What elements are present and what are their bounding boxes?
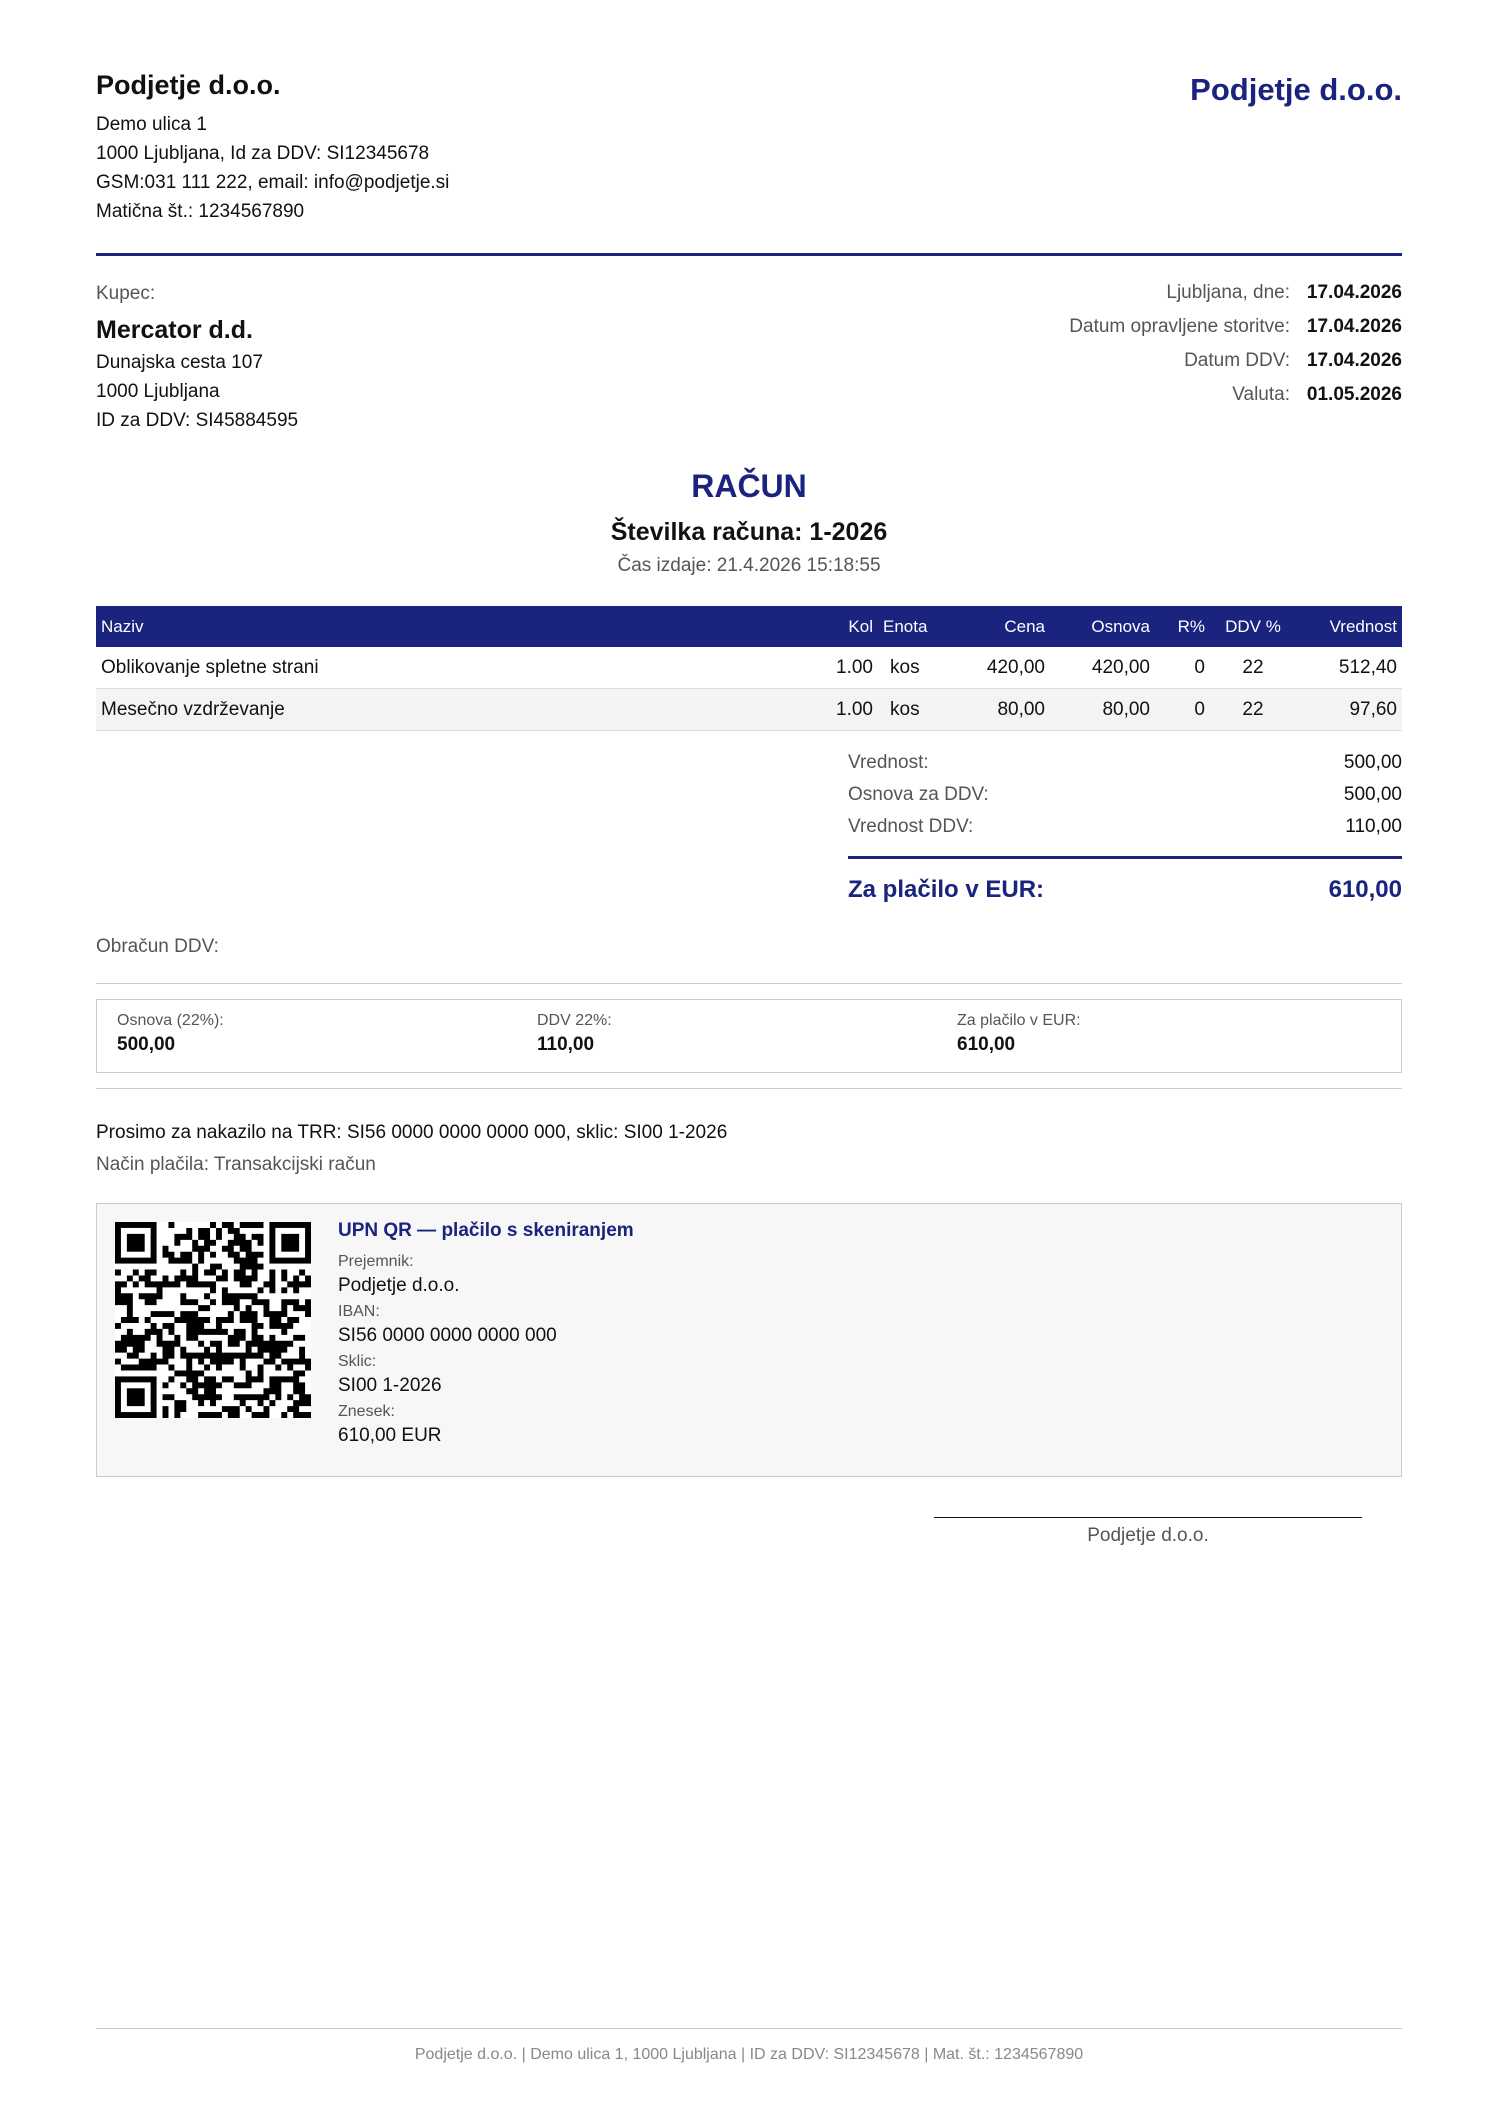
company-logo-text: Podjetje d.o.o.: [1190, 72, 1402, 107]
items-table: [96, 606, 1402, 731]
total-label: Vrednost DDV:: [848, 816, 974, 837]
upn-field-label: Sklic:: [338, 1353, 377, 1370]
vat-cell-value: 500,00: [117, 1034, 176, 1055]
upn-field-label: Znesek:: [338, 1403, 395, 1420]
date-label: Ljubljana, dne:: [1166, 282, 1290, 303]
buyer-vat-id: ID za DDV: SI45884595: [96, 410, 299, 431]
col-header-value: Vrednost: [1296, 606, 1402, 647]
date-row: [1232, 384, 1402, 406]
signature-name: Podjetje d.o.o.: [1087, 1525, 1209, 1546]
col-header-qty: Kol: [816, 606, 878, 647]
buyer-name: Mercator d.d.: [96, 316, 253, 344]
seller-city-vat: 1000 Ljubljana, Id za DDV: SI12345678: [96, 143, 430, 164]
invoice-number: Številka računa: 1-2026: [610, 518, 888, 546]
total-row: [848, 752, 1402, 774]
cell-vat-rate: 22: [1210, 647, 1296, 689]
cell-vat-rate: 22: [1210, 689, 1296, 731]
date-value: 17.04.2026: [1306, 282, 1402, 303]
upn-field-value: SI00 1-2026: [338, 1375, 442, 1396]
date-row: [1184, 350, 1402, 372]
invoice-page: [96, 0, 1402, 2105]
upn-info: [338, 1220, 634, 1452]
vat-divider-top: [96, 983, 1402, 984]
header-divider: [96, 253, 1402, 256]
upn-title: UPN QR — plačilo s skeniranjem: [338, 1220, 634, 1241]
cell-qty: 1.00: [816, 689, 878, 731]
payment-method: Način plačila: Transakcijski račun: [96, 1154, 376, 1175]
signature-line: [934, 1517, 1362, 1518]
upn-field-value: Podjetje d.o.o.: [338, 1275, 460, 1296]
cell-value: 512,40: [1296, 647, 1402, 689]
total-value: 500,00: [1343, 752, 1402, 773]
date-label: Datum DDV:: [1184, 350, 1290, 371]
total-label: Vrednost:: [848, 752, 929, 773]
vat-cell-base: [117, 1012, 224, 1056]
total-label: Osnova za DDV:: [848, 784, 989, 805]
col-header-name: Naziv: [96, 606, 816, 647]
cell-name: Mesečno vzdrževanje: [96, 689, 816, 731]
cell-price: 420,00: [948, 647, 1050, 689]
col-header-base: Osnova: [1050, 606, 1155, 647]
date-value: 17.04.2026: [1306, 350, 1402, 371]
cell-discount: 0: [1155, 689, 1210, 731]
vat-summary-box: [96, 999, 1402, 1073]
date-row: [1166, 282, 1402, 304]
upn-qr-box: [96, 1203, 1402, 1477]
vat-cell-value: 110,00: [537, 1034, 595, 1055]
vat-summary-label: Obračun DDV:: [96, 936, 219, 957]
invoice-header: [96, 70, 1402, 230]
cell-unit: kos: [878, 689, 948, 731]
seller-name: Podjetje d.o.o.: [96, 70, 281, 100]
date-value: 01.05.2026: [1306, 384, 1402, 405]
cell-base: 420,00: [1050, 647, 1155, 689]
date-row: [1069, 316, 1402, 338]
page-footer: Podjetje d.o.o. | Demo ulica 1, 1000 Ljubljana | ID za DDV: SI12345678 | Mat. št.: 1234567890: [414, 2046, 1084, 2063]
col-header-discount: R%: [1155, 606, 1210, 647]
seller-reg-number: Matična št.: 1234567890: [96, 201, 305, 222]
cell-qty: 1.00: [816, 647, 878, 689]
col-header-vat-rate: DDV %: [1210, 606, 1296, 647]
grand-total-value: 610,00: [1328, 876, 1402, 903]
buyer-city: 1000 Ljubljana: [96, 381, 220, 402]
grand-total-label: Za plačilo v EUR:: [848, 876, 1045, 903]
seller-contact: GSM:031 111 222, email: info@podjetje.si: [96, 172, 450, 193]
totals-divider: [848, 856, 1402, 859]
grand-total: [848, 876, 1402, 904]
table-row: [96, 647, 1402, 689]
table-header-row: [96, 606, 1402, 647]
upn-field-label: Prejemnik:: [338, 1253, 414, 1270]
upn-field-value: 610,00 EUR: [338, 1425, 442, 1446]
upn-field-label: IBAN:: [338, 1303, 380, 1320]
table-row: [96, 689, 1402, 731]
cell-discount: 0: [1155, 647, 1210, 689]
cell-value: 97,60: [1296, 689, 1402, 731]
cell-name: Oblikovanje spletne strani: [96, 647, 816, 689]
upn-field-value: SI56 0000 0000 0000 000: [338, 1325, 557, 1346]
vat-cell-tax: [537, 1012, 612, 1056]
vat-cell-label: Za plačilo v EUR:: [957, 1012, 1081, 1029]
issue-time: Čas izdaje: 21.4.2026 15:18:55: [617, 555, 881, 576]
cell-unit: kos: [878, 647, 948, 689]
date-label: Valuta:: [1232, 384, 1290, 405]
vat-cell-total: [957, 1012, 1081, 1056]
total-value: 500,00: [1343, 784, 1402, 805]
qr-code-icon: [115, 1222, 311, 1418]
payment-instruction: Prosimo za nakazilo na TRR: SI56 0000 0000 0000 000, sklic: SI00 1-2026: [96, 1122, 728, 1143]
buyer-label: Kupec:: [96, 283, 156, 304]
buyer-address: Dunajska cesta 107: [96, 352, 263, 373]
footer-divider: [96, 2028, 1402, 2029]
col-header-unit: Enota: [878, 606, 948, 647]
cell-price: 80,00: [948, 689, 1050, 731]
total-row: [848, 816, 1402, 838]
vat-cell-value: 610,00: [957, 1034, 1016, 1055]
total-row: [848, 784, 1402, 806]
vat-divider-bottom: [96, 1088, 1402, 1089]
seller-address: Demo ulica 1: [96, 114, 207, 135]
vat-cell-label: DDV 22%:: [537, 1012, 612, 1029]
date-value: 17.04.2026: [1306, 316, 1402, 337]
vat-cell-label: Osnova (22%):: [117, 1012, 224, 1029]
total-value: 110,00: [1345, 816, 1402, 837]
date-label: Datum opravljene storitve:: [1069, 316, 1290, 337]
col-header-price: Cena: [948, 606, 1050, 647]
cell-base: 80,00: [1050, 689, 1155, 731]
invoice-title: RAČUN: [691, 468, 807, 504]
